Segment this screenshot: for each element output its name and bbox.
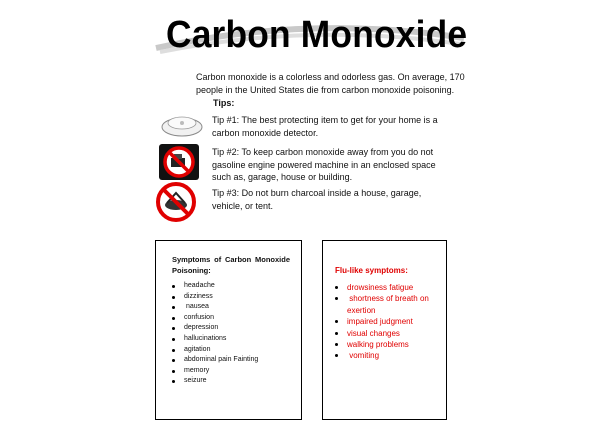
bullet-icon: [335, 354, 338, 357]
bullet-icon: [172, 338, 175, 341]
bullet-icon: [172, 306, 175, 309]
list-item: shortness of breath on exertion: [335, 293, 441, 316]
page-title: Carbon Monoxide: [166, 14, 468, 56]
list-item: nausea: [172, 302, 258, 313]
list-item: vomiting: [335, 350, 441, 361]
flu-like-list: [335, 282, 441, 362]
bullet-icon: [172, 296, 175, 299]
tip-1-text: Tip #1: The best protecting item to get for your home is a carbon monoxide detector.: [212, 115, 438, 138]
title-block: [150, 8, 470, 56]
tip-2-text: Tip #2: To keep carbon monoxide away from you do not gasoline engine powered machine in an enclosed space such as, garage, house or building.: [212, 147, 436, 182]
bullet-icon: [172, 327, 175, 330]
list-item: impaired judgment: [335, 316, 441, 327]
list-item: visual changes: [335, 328, 441, 339]
symptoms-heading: Symptoms of Carbon Monoxide Poisoning:: [172, 255, 290, 275]
list-item: confusion: [172, 313, 258, 324]
bullet-icon: [335, 286, 338, 289]
list-item: drowsiness fatigue: [335, 282, 441, 293]
bullet-icon: [172, 370, 175, 373]
bullet-icon: [335, 297, 338, 300]
intro-paragraph: Carbon monoxide is a colorless and odorless gas. On average, 170 people in the United States die from carbon monoxide poisoning.: [196, 72, 465, 95]
tip-3-text: Tip #3: Do not burn charcoal inside a house, garage, vehicle, or tent.: [212, 188, 422, 211]
bullet-icon: [335, 320, 338, 323]
bullet-icon: [172, 317, 175, 320]
bullet-icon: [335, 332, 338, 335]
list-item: headache: [172, 281, 258, 292]
no-charcoal-icon: [152, 181, 200, 223]
list-item: hallucinations: [172, 334, 258, 345]
list-item: agitation: [172, 345, 258, 356]
bullet-icon: [335, 343, 338, 346]
tips-heading: Tips:: [213, 98, 235, 108]
bullet-icon: [172, 380, 175, 383]
no-engine-icon: [158, 143, 200, 181]
symptoms-box: [155, 240, 302, 420]
smoke-detector-icon: [160, 112, 204, 138]
list-item: dizziness: [172, 292, 258, 303]
list-item: depression: [172, 323, 258, 334]
bullet-icon: [172, 359, 175, 362]
list-item: walking problems: [335, 339, 441, 350]
list-item: seizure: [172, 376, 258, 387]
list-item: abdominal pain Fainting: [172, 355, 258, 366]
bullet-icon: [172, 349, 175, 352]
bullet-icon: [172, 285, 175, 288]
list-item: memory: [172, 366, 258, 377]
symptoms-list: [172, 281, 258, 387]
flu-like-box: [322, 240, 447, 420]
flu-like-heading: Flu-like symptoms:: [335, 266, 408, 275]
